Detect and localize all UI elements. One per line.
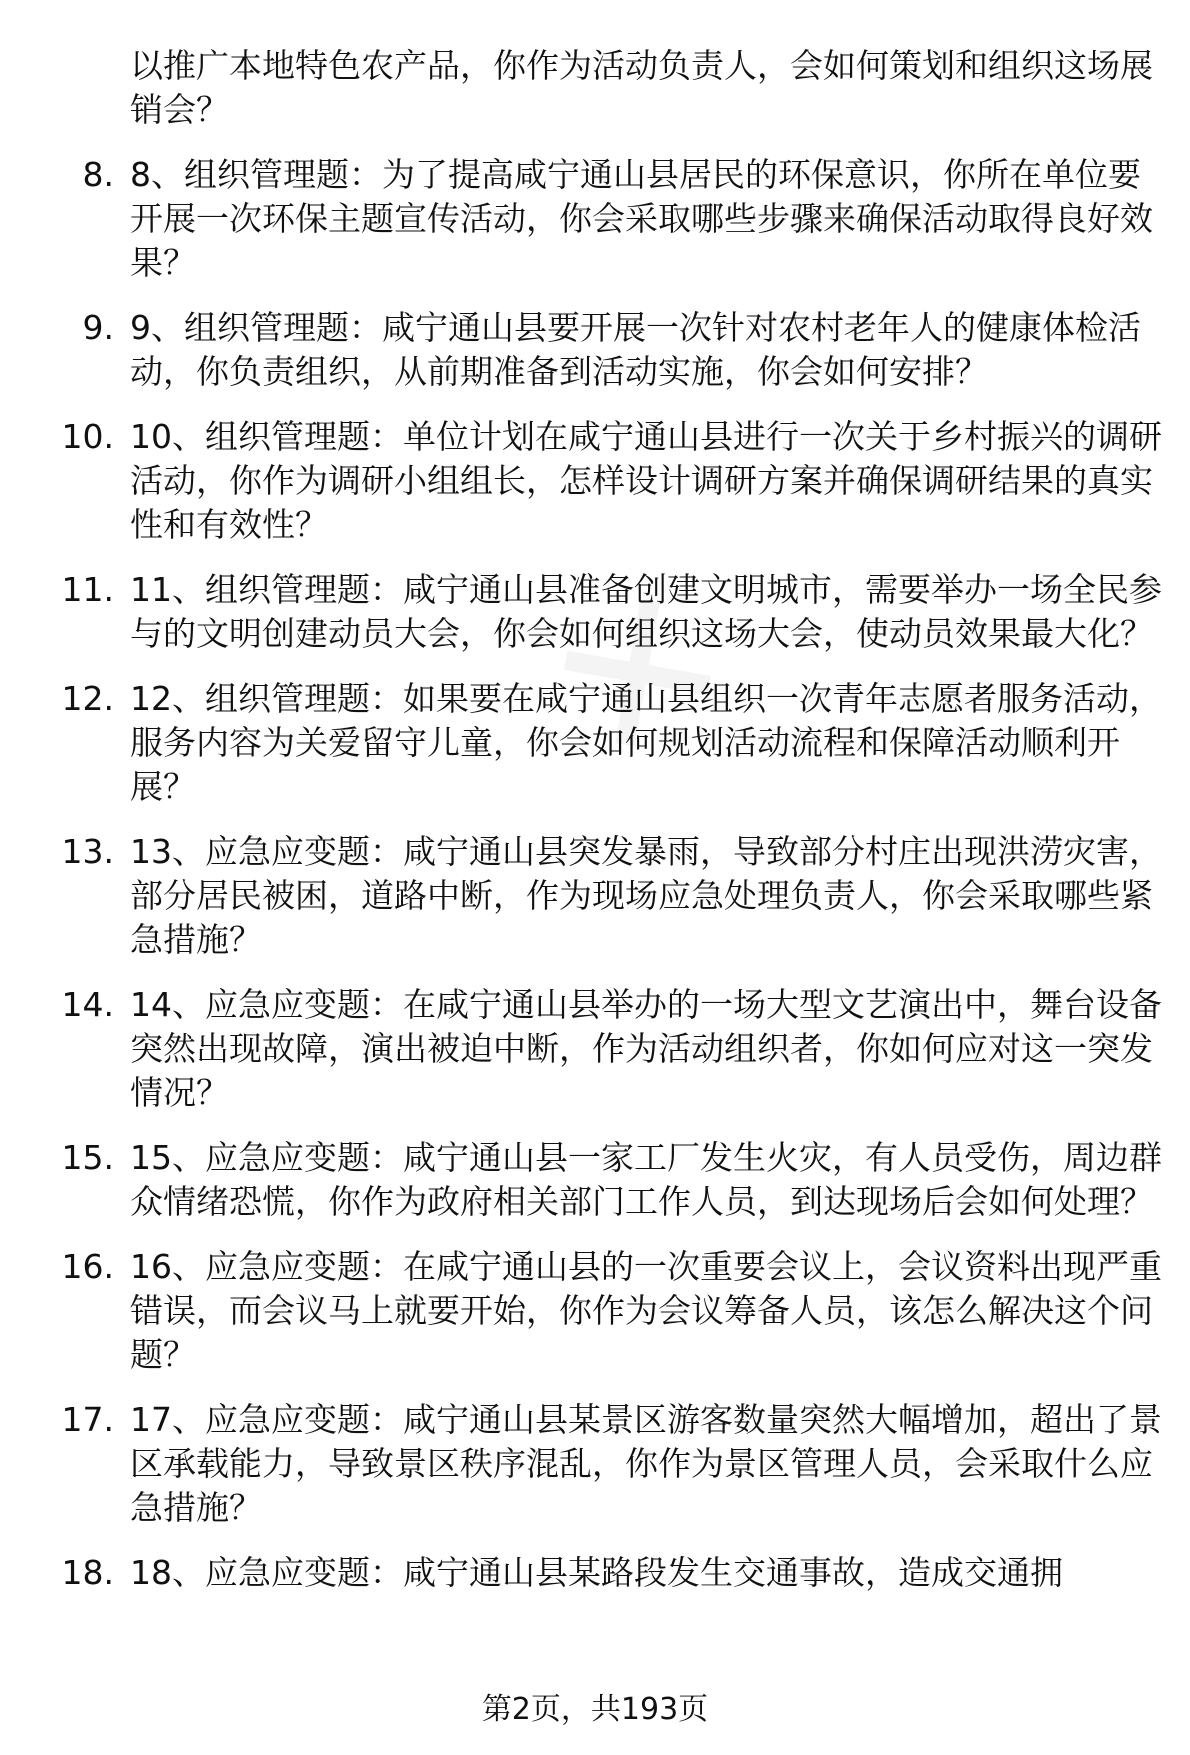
question-text: 14、应急应变题：在咸宁通山县举办的一场大型文艺演出中，舞台设备突然出现故障，演出被迫中断，作为活动组织者，你如何应对这一突发情况？ xyxy=(130,985,1162,1112)
question-number: 17. xyxy=(61,1400,114,1439)
question-text: 13、应急应变题：咸宁通山县突发暴雨，导致部分村庄出现洪涝灾害，部分居民被困，道路中断，作为现场应急处理负责人，你会采取哪些紧急措施？ xyxy=(130,832,1162,959)
question-item xyxy=(0,830,1190,962)
question-number: 16. xyxy=(61,1247,114,1286)
question-text: 10、组织管理题：单位计划在咸宁通山县进行一次关于乡村振兴的调研活动，你作为调研小组组长，怎样设计调研方案并确保调研结果的真实性和有效性？ xyxy=(130,417,1162,544)
question-text: 9、组织管理题：咸宁通山县要开展一次针对农村老年人的健康体检活动，你负责组织，从前期准备到活动实施，你会如何安排？ xyxy=(130,308,1141,391)
question-text: 8、组织管理题：为了提高咸宁通山县居民的环保意识，你所在单位要开展一次环保主题宣传活动，你会采取哪些步骤来确保活动取得良好效果？ xyxy=(130,155,1153,282)
question-text: 17、应急应变题：咸宁通山县某景区游客数量突然大幅增加，超出了景区承载能力，导致景区秩序混乱，你作为景区管理人员，会采取什么应急措施？ xyxy=(130,1400,1162,1527)
question-number: 18. xyxy=(61,1553,114,1592)
question-item xyxy=(0,1551,1190,1595)
question-item xyxy=(0,306,1190,394)
question-number: 13. xyxy=(61,832,114,871)
question-item xyxy=(0,568,1190,656)
question-number: 11. xyxy=(61,570,114,609)
question-item xyxy=(0,1398,1190,1530)
question-number: 12. xyxy=(61,679,114,718)
question-item xyxy=(0,153,1190,285)
question-text: 16、应急应变题：在咸宁通山县的一次重要会议上，会议资料出现严重错误，而会议马上就要开始，你作为会议筹备人员，该怎么解决这个问题？ xyxy=(130,1247,1162,1374)
question-text: 18、应急应变题：咸宁通山县某路段发生交通事故，造成交通拥 xyxy=(130,1553,1063,1592)
question-item xyxy=(0,983,1190,1115)
question-number: 10. xyxy=(61,417,114,456)
question-item xyxy=(0,1245,1190,1377)
question-number: 15. xyxy=(61,1138,114,1177)
page-footer: 第2页，共193页 xyxy=(481,1692,709,1727)
question-item xyxy=(0,415,1190,547)
question-item xyxy=(0,1136,1190,1224)
question-number: 8. xyxy=(82,155,114,194)
question-number: 14. xyxy=(61,985,114,1024)
question-text: 15、应急应变题：咸宁通山县一家工厂发生火灾，有人员受伤，周边群众情绪恐慌，你作为政府相关部门工作人员，到达现场后会如何处理？ xyxy=(130,1138,1162,1221)
question-number: 9. xyxy=(82,308,114,347)
question-continuation: 以推广本地特色农产品，你作为活动负责人，会如何策划和组织这场展销会？ xyxy=(130,46,1153,129)
question-item xyxy=(0,677,1190,809)
question-list xyxy=(0,44,1190,1616)
question-text: 11、组织管理题：咸宁通山县准备创建文明城市，需要举办一场全民参与的文明创建动员大会，你会如何组织这场大会，使动员效果最大化？ xyxy=(130,570,1162,653)
question-text: 12、组织管理题：如果要在咸宁通山县组织一次青年志愿者服务活动，服务内容为关爱留守儿童，你会如何规划活动流程和保障活动顺利开展？ xyxy=(130,679,1162,806)
